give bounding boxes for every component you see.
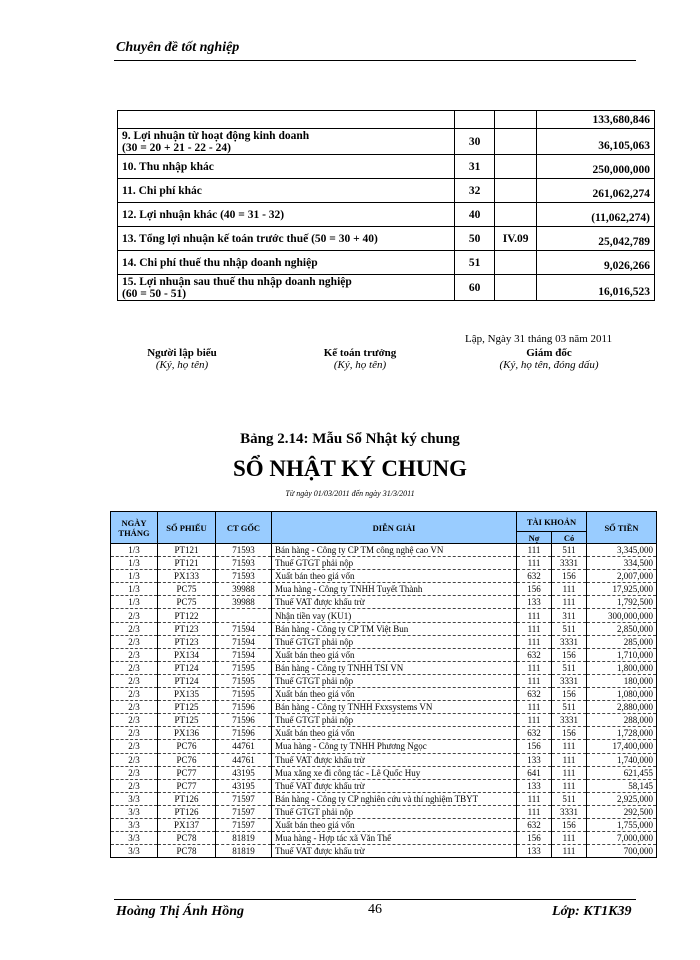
director-title: Giám đốc bbox=[526, 347, 572, 359]
income-note bbox=[495, 275, 537, 301]
credit-account: 511 bbox=[552, 661, 587, 674]
amount: 621,455 bbox=[587, 766, 657, 779]
chief-accountant-title: Kế toán trưởng bbox=[323, 347, 397, 359]
entry-date: 2/3 bbox=[111, 622, 158, 635]
description: Bán hàng - Công ty TNHH TSI VN bbox=[272, 661, 517, 674]
voucher-no: PC75 bbox=[158, 583, 216, 596]
description: Nhận tiền vay (KU1) bbox=[272, 609, 517, 622]
debit-account: 632 bbox=[517, 727, 552, 740]
credit-account: 111 bbox=[552, 740, 587, 753]
description: Thuế GTGT phải nộp bbox=[272, 805, 517, 818]
debit-account: 111 bbox=[517, 557, 552, 570]
amount: 292,500 bbox=[587, 805, 657, 818]
original-doc: 71597 bbox=[216, 805, 272, 818]
amount: 300,000,000 bbox=[587, 609, 657, 622]
col-credit: Có bbox=[552, 532, 587, 544]
credit-account: 511 bbox=[552, 622, 587, 635]
original-doc: 44761 bbox=[216, 753, 272, 766]
voucher-no: PX136 bbox=[158, 727, 216, 740]
description: Thuế GTGT phải nộp bbox=[272, 557, 517, 570]
voucher-no: PT123 bbox=[158, 635, 216, 648]
entry-date: 2/3 bbox=[111, 766, 158, 779]
income-formula-line: (60 = 50 - 51) bbox=[122, 287, 187, 300]
debit-account: 111 bbox=[517, 544, 552, 557]
description: Xuất bán theo giá vốn bbox=[272, 727, 517, 740]
table-row bbox=[111, 674, 657, 687]
income-label-line: 11. Chi phí khác bbox=[122, 184, 202, 197]
original-doc: 71597 bbox=[216, 792, 272, 805]
income-value: 261,062,274 bbox=[537, 179, 655, 203]
original-doc: 71595 bbox=[216, 661, 272, 674]
income-statement-table bbox=[117, 110, 655, 301]
original-doc: 71597 bbox=[216, 818, 272, 831]
debit-account: 111 bbox=[517, 609, 552, 622]
description: Bán hàng - Công ty CP TM Việt Bun bbox=[272, 622, 517, 635]
debit-account: 632 bbox=[517, 648, 552, 661]
amount: 2,850,000 bbox=[587, 622, 657, 635]
description: Xuất bán theo giá vốn bbox=[272, 570, 517, 583]
col-voucher: SỐ PHIẾU bbox=[158, 512, 216, 544]
amount: 2,880,000 bbox=[587, 701, 657, 714]
credit-account: 111 bbox=[552, 766, 587, 779]
income-code: 50 bbox=[455, 227, 495, 251]
income-label bbox=[118, 129, 455, 155]
entry-date: 1/3 bbox=[111, 557, 158, 570]
description: Thuế VAT được khấu trừ bbox=[272, 596, 517, 609]
footer-rule bbox=[114, 899, 636, 900]
credit-account: 111 bbox=[552, 832, 587, 845]
description: Bán hàng - Công ty TNHH Fxxsystems VN bbox=[272, 701, 517, 714]
income-label-line: 12. Lợi nhuận khác (40 = 31 - 32) bbox=[122, 208, 285, 221]
debit-account: 156 bbox=[517, 583, 552, 596]
original-doc: 71595 bbox=[216, 674, 272, 687]
original-doc: 81819 bbox=[216, 832, 272, 845]
signature-chief-accountant bbox=[312, 347, 408, 371]
original-doc: 71596 bbox=[216, 701, 272, 714]
credit-account: 111 bbox=[552, 583, 587, 596]
original-doc: 71593 bbox=[216, 557, 272, 570]
voucher-no: PC77 bbox=[158, 766, 216, 779]
description: Mua xăng xe đi công tác - Lê Quốc Huy bbox=[272, 766, 517, 779]
director-sub: (Ký, họ tên, đóng dấu) bbox=[499, 359, 599, 371]
debit-account: 641 bbox=[517, 766, 552, 779]
income-value: 36,105,063 bbox=[537, 129, 655, 155]
col-amount: SỐ TIỀN bbox=[587, 512, 657, 544]
credit-account: 156 bbox=[552, 570, 587, 583]
income-value: 16,016,523 bbox=[537, 275, 655, 301]
credit-account: 156 bbox=[552, 688, 587, 701]
signature-director bbox=[488, 347, 610, 371]
income-value: 250,000,000 bbox=[537, 155, 655, 179]
chief-accountant-sub: (Ký, họ tên) bbox=[333, 359, 387, 371]
description: Thuế VAT được khấu trừ bbox=[272, 779, 517, 792]
voucher-no: PT126 bbox=[158, 792, 216, 805]
description: Thuế VAT được khấu trừ bbox=[272, 753, 517, 766]
income-row bbox=[118, 275, 655, 301]
entry-date: 1/3 bbox=[111, 583, 158, 596]
income-label bbox=[118, 155, 455, 179]
entry-date: 2/3 bbox=[111, 727, 158, 740]
amount: 1,080,000 bbox=[587, 688, 657, 701]
place-date: Lập, Ngày 31 tháng 03 năm 2011 bbox=[465, 333, 613, 345]
amount: 288,000 bbox=[587, 714, 657, 727]
description: Thuế GTGT phải nộp bbox=[272, 635, 517, 648]
income-row-top bbox=[118, 111, 655, 129]
income-value: (11,062,274) bbox=[537, 203, 655, 227]
description: Bán hàng - Công ty CP TM công nghệ cao VN bbox=[272, 544, 517, 557]
footer-class: Lớp: KT1K39 bbox=[552, 904, 632, 919]
col-debit: Nợ bbox=[517, 532, 552, 544]
voucher-no: PT121 bbox=[158, 544, 216, 557]
credit-account: 111 bbox=[552, 596, 587, 609]
entry-date: 2/3 bbox=[111, 753, 158, 766]
entry-date: 2/3 bbox=[111, 661, 158, 674]
table-row bbox=[111, 832, 657, 845]
original-doc: 71596 bbox=[216, 714, 272, 727]
entry-date: 2/3 bbox=[111, 609, 158, 622]
voucher-no: PX134 bbox=[158, 648, 216, 661]
credit-account: 3331 bbox=[552, 714, 587, 727]
amount: 334,500 bbox=[587, 557, 657, 570]
amount: 1,710,000 bbox=[587, 648, 657, 661]
credit-account: 3331 bbox=[552, 635, 587, 648]
entry-date: 1/3 bbox=[111, 570, 158, 583]
income-label-line: 9. Lợi nhuận từ hoạt động kinh doanh bbox=[122, 129, 310, 142]
description: Xuất bán theo giá vốn bbox=[272, 648, 517, 661]
debit-account: 111 bbox=[517, 805, 552, 818]
income-label bbox=[118, 275, 455, 301]
voucher-no: PX133 bbox=[158, 570, 216, 583]
credit-account: 511 bbox=[552, 544, 587, 557]
income-row bbox=[118, 251, 655, 275]
voucher-no: PC76 bbox=[158, 753, 216, 766]
header-rule bbox=[114, 60, 636, 61]
income-row bbox=[118, 227, 655, 251]
amount: 1,792,500 bbox=[587, 596, 657, 609]
credit-account: 511 bbox=[552, 701, 587, 714]
income-label bbox=[118, 179, 455, 203]
credit-account: 511 bbox=[552, 792, 587, 805]
entry-date: 1/3 bbox=[111, 596, 158, 609]
page-number: 46 bbox=[368, 902, 382, 917]
income-label-line: 13. Tổng lợi nhuận kế toán trước thuế (50 = 30 + 40) bbox=[122, 232, 378, 245]
signature-preparer bbox=[140, 347, 224, 371]
credit-account: 111 bbox=[552, 845, 587, 858]
original-doc: 71593 bbox=[216, 544, 272, 557]
page-header-title: Chuyên đề tốt nghiệp bbox=[116, 40, 240, 55]
debit-account: 133 bbox=[517, 753, 552, 766]
original-doc: 71595 bbox=[216, 688, 272, 701]
income-formula-line: (30 = 20 + 21 - 22 - 24) bbox=[122, 141, 231, 154]
amount: 2,925,000 bbox=[587, 792, 657, 805]
original-doc: 71594 bbox=[216, 648, 272, 661]
voucher-no: PX135 bbox=[158, 688, 216, 701]
credit-account: 156 bbox=[552, 727, 587, 740]
voucher-no: PT124 bbox=[158, 674, 216, 687]
original-doc: 39988 bbox=[216, 596, 272, 609]
debit-account: 133 bbox=[517, 845, 552, 858]
income-code: 40 bbox=[455, 203, 495, 227]
voucher-no: PX137 bbox=[158, 818, 216, 831]
table-row bbox=[111, 544, 657, 557]
entry-date: 3/3 bbox=[111, 845, 158, 858]
amount: 17,400,000 bbox=[587, 740, 657, 753]
entry-date: 3/3 bbox=[111, 818, 158, 831]
income-row bbox=[118, 155, 655, 179]
income-code: 30 bbox=[455, 129, 495, 155]
credit-account: 3331 bbox=[552, 805, 587, 818]
voucher-no: PT123 bbox=[158, 622, 216, 635]
debit-account: 111 bbox=[517, 714, 552, 727]
debit-account: 133 bbox=[517, 779, 552, 792]
original-doc: 44761 bbox=[216, 740, 272, 753]
description: Thuế GTGT phải nộp bbox=[272, 674, 517, 687]
debit-account: 111 bbox=[517, 635, 552, 648]
debit-account: 111 bbox=[517, 674, 552, 687]
credit-account: 311 bbox=[552, 609, 587, 622]
income-row bbox=[118, 203, 655, 227]
amount: 3,345,000 bbox=[587, 544, 657, 557]
amount: 700,000 bbox=[587, 845, 657, 858]
income-label bbox=[118, 251, 455, 275]
table-row bbox=[111, 583, 657, 596]
description: Xuất bán theo giá vốn bbox=[272, 688, 517, 701]
entry-date: 2/3 bbox=[111, 740, 158, 753]
footer-author: Hoàng Thị Ánh Hồng bbox=[116, 904, 244, 919]
original-doc: 71594 bbox=[216, 622, 272, 635]
entry-date: 2/3 bbox=[111, 688, 158, 701]
journal-title: SỔ NHẬT KÝ CHUNG bbox=[232, 456, 468, 481]
entry-date: 2/3 bbox=[111, 714, 158, 727]
income-row bbox=[118, 179, 655, 203]
entry-date: 2/3 bbox=[111, 701, 158, 714]
entry-date: 3/3 bbox=[111, 832, 158, 845]
table-caption: Bảng 2.14: Mẫu Sổ Nhật ký chung bbox=[240, 431, 460, 447]
debit-account: 632 bbox=[517, 818, 552, 831]
entry-date: 2/3 bbox=[111, 674, 158, 687]
debit-account: 111 bbox=[517, 701, 552, 714]
credit-account: 3331 bbox=[552, 557, 587, 570]
description: Thuế GTGT phải nộp bbox=[272, 714, 517, 727]
income-label bbox=[118, 227, 455, 251]
voucher-no: PT121 bbox=[158, 557, 216, 570]
original-doc: 43195 bbox=[216, 779, 272, 792]
entry-date: 2/3 bbox=[111, 779, 158, 792]
table-row bbox=[111, 779, 657, 792]
income-note bbox=[495, 129, 537, 155]
voucher-no: PT124 bbox=[158, 661, 216, 674]
amount: 180,000 bbox=[587, 674, 657, 687]
voucher-no: PT125 bbox=[158, 714, 216, 727]
income-label bbox=[118, 203, 455, 227]
table-row bbox=[111, 648, 657, 661]
debit-account: 632 bbox=[517, 570, 552, 583]
preparer-sub: (Ký, họ tên) bbox=[155, 359, 209, 371]
voucher-no: PC77 bbox=[158, 779, 216, 792]
col-date: NGÀY THÁNG bbox=[111, 512, 158, 544]
original-doc: 43195 bbox=[216, 766, 272, 779]
table-row bbox=[111, 661, 657, 674]
debit-account: 111 bbox=[517, 661, 552, 674]
debit-account: 111 bbox=[517, 792, 552, 805]
amount: 17,925,000 bbox=[587, 583, 657, 596]
amount: 7,000,000 bbox=[587, 832, 657, 845]
income-label-line: 15. Lợi nhuận sau thuế thu nhập doanh nghiệp bbox=[122, 275, 352, 288]
table-row bbox=[111, 818, 657, 831]
amount: 1,740,000 bbox=[587, 753, 657, 766]
income-code: 31 bbox=[455, 155, 495, 179]
amount: 285,000 bbox=[587, 635, 657, 648]
voucher-no: PT125 bbox=[158, 701, 216, 714]
table-row bbox=[111, 557, 657, 570]
original-doc: 71596 bbox=[216, 727, 272, 740]
income-note bbox=[495, 155, 537, 179]
journal-subtitle: Từ ngày 01/03/2011 đến ngày 31/3/2011 bbox=[285, 489, 415, 498]
income-value: 9,026,266 bbox=[537, 251, 655, 275]
original-doc: 71594 bbox=[216, 635, 272, 648]
debit-account: 133 bbox=[517, 596, 552, 609]
debit-account: 111 bbox=[517, 622, 552, 635]
col-account: TÀI KHOẢN bbox=[517, 512, 587, 532]
credit-account: 111 bbox=[552, 753, 587, 766]
table-row bbox=[111, 727, 657, 740]
table-row bbox=[111, 688, 657, 701]
debit-account: 156 bbox=[517, 832, 552, 845]
income-note bbox=[495, 179, 537, 203]
table-row bbox=[111, 766, 657, 779]
amount: 1,800,000 bbox=[587, 661, 657, 674]
income-code: 51 bbox=[455, 251, 495, 275]
credit-account: 3331 bbox=[552, 674, 587, 687]
amount: 58,145 bbox=[587, 779, 657, 792]
original-doc: 39988 bbox=[216, 583, 272, 596]
voucher-no: PC78 bbox=[158, 845, 216, 858]
income-row bbox=[118, 129, 655, 155]
preparer-title: Người lập biểu bbox=[147, 347, 217, 359]
general-journal-table bbox=[110, 511, 657, 858]
entry-date: 3/3 bbox=[111, 792, 158, 805]
entry-date: 2/3 bbox=[111, 635, 158, 648]
table-row bbox=[111, 570, 657, 583]
debit-account: 632 bbox=[517, 688, 552, 701]
credit-account: 111 bbox=[552, 779, 587, 792]
income-top-value: 133,680,846 bbox=[537, 111, 655, 129]
description: Mua hàng - Công ty TNHH Tuyết Thành bbox=[272, 583, 517, 596]
credit-account: 156 bbox=[552, 818, 587, 831]
income-label-line: 14. Chi phí thuế thu nhập doanh nghiệp bbox=[122, 256, 318, 269]
table-row bbox=[111, 740, 657, 753]
col-original: CT GỐC bbox=[216, 512, 272, 544]
income-code: 32 bbox=[455, 179, 495, 203]
table-row bbox=[111, 753, 657, 766]
table-row bbox=[111, 622, 657, 635]
description: Thuế VAT được khấu trừ bbox=[272, 845, 517, 858]
income-label-line: 10. Thu nhập khác bbox=[122, 160, 214, 173]
income-note: IV.09 bbox=[495, 227, 537, 251]
table-row bbox=[111, 701, 657, 714]
col-description: DIỄN GIẢI bbox=[272, 512, 517, 544]
table-row bbox=[111, 635, 657, 648]
description: Mua hàng - Công ty TNHH Phương Ngọc bbox=[272, 740, 517, 753]
voucher-no: PC75 bbox=[158, 596, 216, 609]
voucher-no: PT126 bbox=[158, 805, 216, 818]
income-note bbox=[495, 203, 537, 227]
income-value: 25,042,789 bbox=[537, 227, 655, 251]
description: Bán hàng - Công ty CP nghiên cứu và thí nghiệm TBYT bbox=[272, 792, 517, 805]
description: Xuất bán theo giá vốn bbox=[272, 818, 517, 831]
amount: 1,755,000 bbox=[587, 818, 657, 831]
original-doc bbox=[216, 609, 272, 622]
description: Mua hàng - Hợp tác xã Văn Thể bbox=[272, 832, 517, 845]
credit-account: 156 bbox=[552, 648, 587, 661]
voucher-no: PC78 bbox=[158, 832, 216, 845]
entry-date: 2/3 bbox=[111, 648, 158, 661]
original-doc: 81819 bbox=[216, 845, 272, 858]
amount: 1,728,000 bbox=[587, 727, 657, 740]
debit-account: 156 bbox=[517, 740, 552, 753]
table-row bbox=[111, 596, 657, 609]
table-row bbox=[111, 609, 657, 622]
income-code: 60 bbox=[455, 275, 495, 301]
income-note bbox=[495, 251, 537, 275]
table-row bbox=[111, 845, 657, 858]
original-doc: 71593 bbox=[216, 570, 272, 583]
amount: 2,007,000 bbox=[587, 570, 657, 583]
voucher-no: PT122 bbox=[158, 609, 216, 622]
table-row bbox=[111, 792, 657, 805]
entry-date: 3/3 bbox=[111, 805, 158, 818]
table-row bbox=[111, 714, 657, 727]
voucher-no: PC76 bbox=[158, 740, 216, 753]
entry-date: 1/3 bbox=[111, 544, 158, 557]
table-row bbox=[111, 805, 657, 818]
